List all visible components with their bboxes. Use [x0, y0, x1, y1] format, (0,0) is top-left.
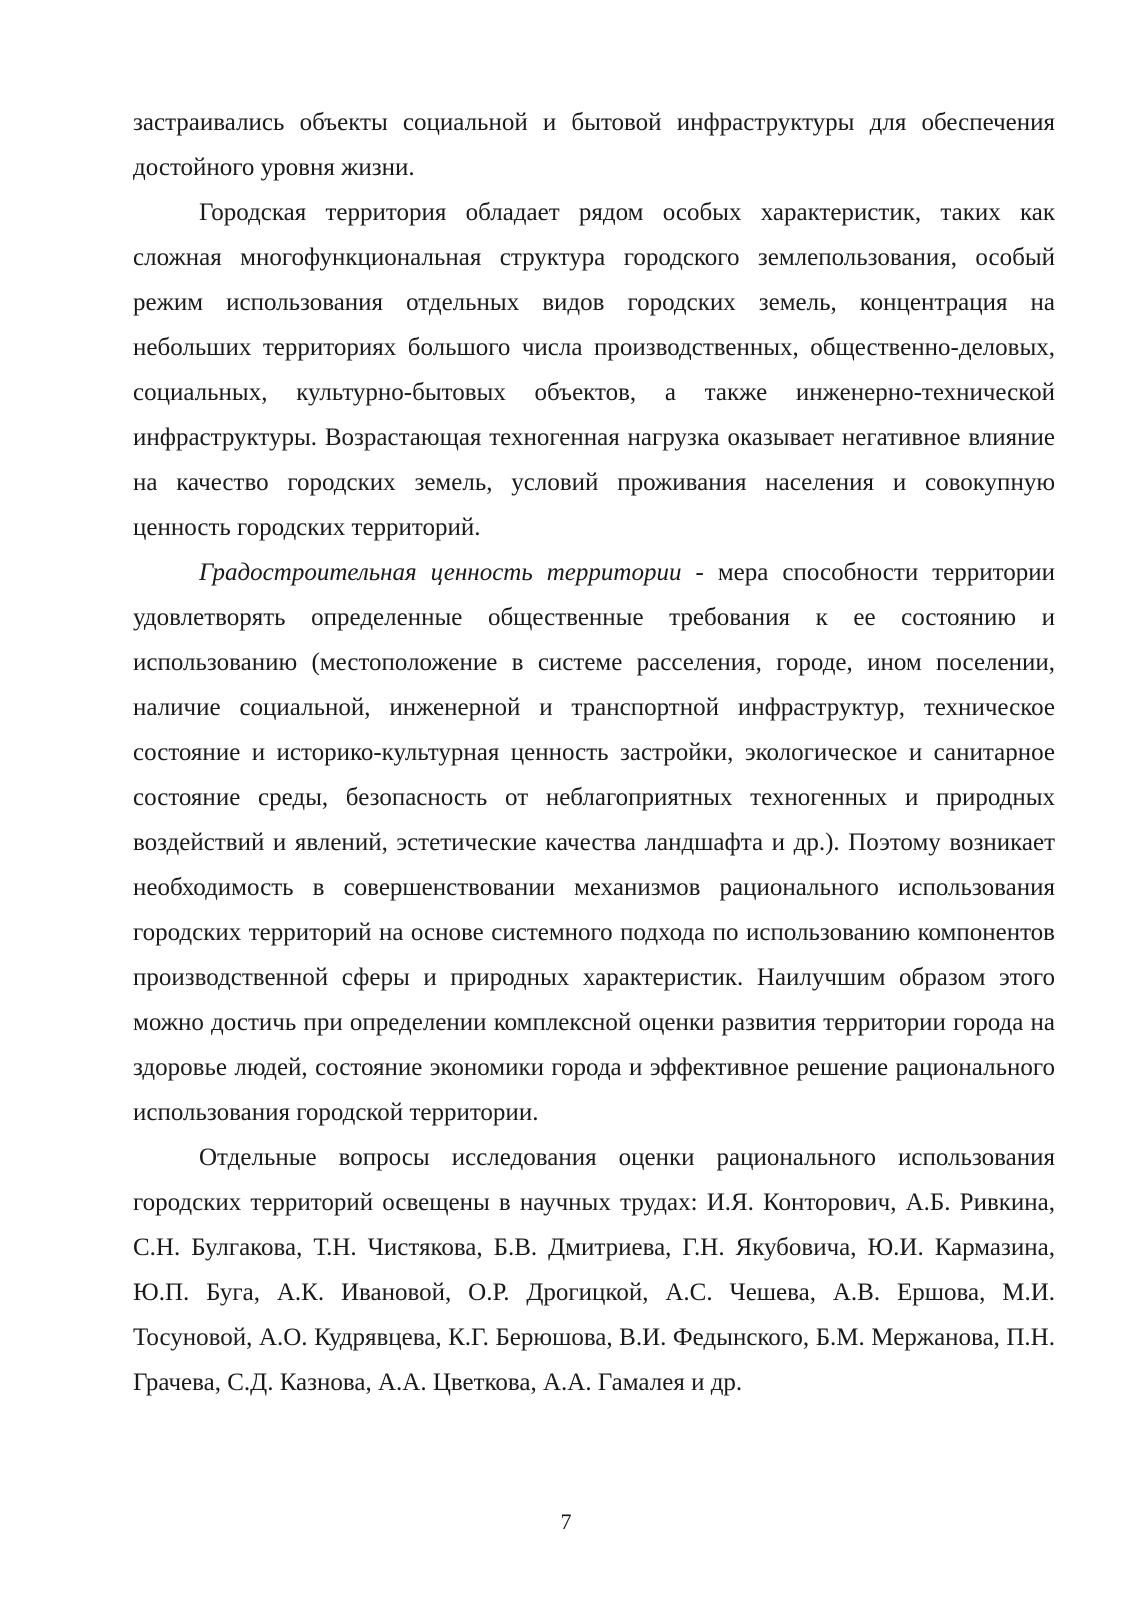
paragraph-continuation: застраивались объекты социальной и бытовой инфраструктуры для обеспечения достойного уровня жизни.	[133, 109, 1055, 181]
term-definition: Градостроительная ценность территории	[199, 559, 682, 586]
paragraph-urban-value-text: - мера способности территории удовлетворять определенные общественные требования к ее состоянию и использованию (местоположение в системе расселения, городе, ином поселении, наличие социальной, инженерной и транспортной инфраструктур, техническое состояние и историко-культурная ценность застройки, экологическое и санитарное состояние среды, безопасность от неблагоприятных техногенных и природных воздействий и явлений, эстетические качества ландшафта и др.). Поэтому возникает необходимость в совершенствовании механизмов рационального использования городских территорий на основе системного подхода по использованию компонентов производственной сферы и природных характеристик. Наилучшим образом этого можно достичь при определении комплексной оценки развития территории города на здоровье людей, состояние экономики города и эффективное решение рационального использования городской территории.	[133, 559, 1055, 1126]
paragraph-urban-territory: Городская территория обладает рядом особых характеристик, таких как сложная многофункциональная структура городского землепользования, особый режим использования отдельных видов городских земель, концентрация на небольших территориях большого числа производственных, общественно-деловых, социальных, культурно-бытовых объектов, а также инженерно-технической инфраструктуры. Возрастающая техногенная нагрузка оказывает негативное влияние на качество городских земель, условий проживания населения и совокупную ценность городских территорий.	[133, 199, 1055, 541]
document-body	[133, 100, 1055, 1405]
paragraph-research-authors: Отдельные вопросы исследования оценки рационального использования городских территорий освещены в научных трудах: И.Я. Конторович, А.Б. Ривкина, С.Н. Булгакова, Т.Н. Чистякова, Б.В. Дмитриева, Г.Н. Якубовича, Ю.И. Кармазина, Ю.П. Буга, А.К. Ивановой, О.Р. Дрогицкой, А.С. Чешева, А.В. Ершова, М.И. Тосуновой, А.О. Кудрявцева, К.Г. Берюшова, В.И. Федынского, Б.М. Мержанова, П.Н. Грачева, С.Д. Казнова, А.А. Цветкова, А.А. Гамалея и др.	[133, 1144, 1055, 1396]
page-number: 7	[560, 1509, 572, 1534]
paragraph-urban-value	[133, 550, 1055, 1135]
